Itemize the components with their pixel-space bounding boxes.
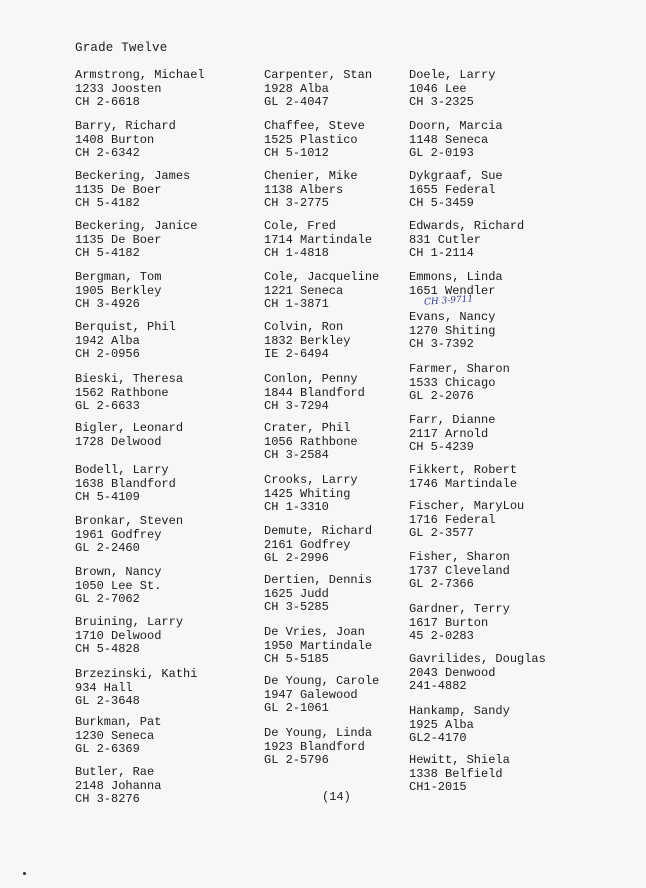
entry-address: 1925 Alba (409, 717, 474, 732)
entry-name: Dykgraaf, Sue (409, 169, 503, 183)
entry-name: Bronkar, Steven (75, 514, 184, 528)
entry-address: 2148 Johanna (75, 778, 162, 793)
directory-entry (264, 474, 358, 515)
entry-phone: CH 3-2775 (264, 196, 329, 211)
entry-address: 1947 Galewood (264, 687, 358, 702)
entry-phone: CH 1-3310 (264, 500, 329, 515)
entry-phone: GL 2-6369 (75, 742, 140, 757)
entry-address: 1728 Delwood (75, 434, 162, 449)
entry-name: Berquist, Phil (75, 320, 176, 334)
entry-name: Colvin, Ron (264, 320, 344, 334)
entry-name: Fisher, Sharon (409, 550, 510, 564)
entry-name: De Young, Carole (264, 674, 380, 688)
directory-entry (409, 271, 503, 298)
entry-address: 1525 Plastico (264, 132, 358, 147)
entry-address: 2117 Arnold (409, 426, 489, 441)
directory-entry (264, 373, 365, 414)
entry-address: 1710 Delwood (75, 628, 162, 643)
entry-phone: CH 3-7392 (409, 337, 474, 352)
entry-name: Edwards, Richard (409, 219, 525, 233)
entry-phone: GL 2-2076 (409, 389, 474, 404)
directory-entry (75, 422, 183, 449)
entry-name: Bodell, Larry (75, 463, 169, 477)
entry-phone: CH 5-4109 (75, 490, 140, 505)
entry-address: 1905 Berkley (75, 283, 162, 298)
entry-phone: CH 5-4239 (409, 440, 474, 455)
entry-address: 1928 Alba (264, 81, 329, 96)
entry-name: De Vries, Joan (264, 625, 365, 639)
entry-phone: CH 5-1012 (264, 146, 329, 161)
entry-name: Gavrilides, Douglas (409, 652, 546, 666)
entry-name: Cole, Fred (264, 219, 337, 233)
entry-phone: CH 3-2325 (409, 95, 474, 110)
directory-entry (264, 675, 379, 716)
entry-address: 1233 Joosten (75, 81, 162, 96)
entry-name: Fikkert, Robert (409, 463, 518, 477)
directory-entry (75, 69, 205, 110)
entry-address: 1746 Martindale (409, 476, 518, 491)
entry-name: Bigler, Leonard (75, 421, 184, 435)
entry-phone: GL 2-2996 (264, 551, 329, 566)
entry-name: Beckering, James (75, 169, 191, 183)
entry-phone: 241-4882 (409, 679, 467, 694)
directory-entry (409, 653, 546, 694)
entry-phone: CH 3-8276 (75, 792, 140, 807)
entry-address: 1270 Shiting (409, 323, 496, 338)
entry-phone: CH 2-6342 (75, 146, 140, 161)
entry-address: 1625 Judd (264, 586, 329, 601)
entry-name: Brzezinski, Kathi (75, 667, 198, 681)
entry-address: 831 Cutler (409, 232, 482, 247)
directory-entry (75, 321, 176, 362)
entry-phone: CH 1-3871 (264, 297, 329, 312)
entry-name: Evans, Nancy (409, 310, 496, 324)
entry-phone: GL 2-2460 (75, 541, 140, 556)
directory-entry (409, 603, 510, 644)
entry-phone: CH 1-2114 (409, 246, 474, 261)
paper-speck (23, 872, 26, 875)
entry-name: Crater, Phil (264, 421, 351, 435)
entry-phone: CH 2-0956 (75, 347, 140, 362)
directory-entry (409, 363, 510, 404)
entry-address: 1221 Seneca (264, 283, 344, 298)
entry-address: 1425 Whiting (264, 486, 351, 501)
entry-address: 1714 Martindale (264, 232, 373, 247)
directory-entry (75, 515, 183, 556)
directory-entry (264, 321, 350, 362)
directory-entry (264, 69, 372, 110)
entry-name: Farr, Dianne (409, 413, 496, 427)
entry-name: Hankamp, Sandy (409, 704, 510, 718)
directory-entry (409, 170, 503, 211)
entry-address: 1716 Federal (409, 512, 496, 527)
directory-entry (75, 766, 161, 807)
entry-address: 1942 Alba (75, 333, 140, 348)
entry-name: Hewitt, Shiela (409, 753, 510, 767)
entry-address: 1961 Godfrey (75, 527, 162, 542)
entry-address: 1950 Martindale (264, 638, 373, 653)
entry-address: 1737 Cleveland (409, 563, 510, 578)
directory-entry (75, 220, 197, 261)
entry-name: Bergman, Tom (75, 270, 162, 284)
entry-name: Emmons, Linda (409, 270, 503, 284)
entry-name: Demute, Richard (264, 524, 373, 538)
entry-name: Dertien, Dennis (264, 573, 373, 587)
entry-phone: CH 5-4828 (75, 642, 140, 657)
entry-address: 1923 Blandford (264, 739, 365, 754)
entry-phone: CH 5-5185 (264, 652, 329, 667)
entry-address: 1617 Burton (409, 615, 489, 630)
entry-name: Burkman, Pat (75, 715, 162, 729)
directory-entry (264, 120, 365, 161)
entry-address: 1135 De Boer (75, 182, 162, 197)
entry-address: 1638 Blandford (75, 476, 176, 491)
directory-entry (409, 120, 503, 161)
entry-phone: GL 2-1061 (264, 701, 329, 716)
entry-name: Butler, Rae (75, 765, 155, 779)
directory-entry (75, 716, 161, 757)
entry-name: Farmer, Sharon (409, 362, 510, 376)
entry-name: Conlon, Penny (264, 372, 358, 386)
entry-address: 1408 Burton (75, 132, 155, 147)
entry-phone: GL 2-0193 (409, 146, 474, 161)
entry-phone: CH 1-4818 (264, 246, 329, 261)
entry-name: Carpenter, Stan (264, 68, 373, 82)
directory-entry (409, 754, 510, 795)
directory-entry (75, 464, 176, 505)
entry-phone: CH 3-5285 (264, 600, 329, 615)
directory-entry (75, 271, 161, 312)
entry-address: 1056 Rathbone (264, 434, 358, 449)
entry-phone: CH 2-6618 (75, 95, 140, 110)
directory-entry (409, 705, 510, 746)
entry-address: 2161 Godfrey (264, 537, 351, 552)
handwritten-note: CH 3-9711 (423, 294, 474, 308)
directory-entry (75, 120, 176, 161)
entry-address: 1651 Wendler (409, 283, 496, 298)
entry-phone: CH 3-2584 (264, 448, 329, 463)
directory-entry (75, 566, 161, 607)
entry-name: Bruining, Larry (75, 615, 184, 629)
entry-address: 1844 Blandford (264, 385, 365, 400)
entry-phone: GL 2-3577 (409, 526, 474, 541)
entry-address: 1533 Chicago (409, 375, 496, 390)
entry-name: Barry, Richard (75, 119, 176, 133)
entry-name: Chenier, Mike (264, 169, 358, 183)
directory-entry (75, 668, 197, 709)
entry-name: Brown, Nancy (75, 565, 162, 579)
entry-address: 1148 Seneca (409, 132, 489, 147)
entry-phone: CH 5-4182 (75, 246, 140, 261)
entry-phone: GL2-4170 (409, 731, 467, 746)
directory-entry (409, 69, 495, 110)
directory-entry (264, 422, 358, 463)
entry-name: Armstrong, Michael (75, 68, 205, 82)
entry-address: 1832 Berkley (264, 333, 351, 348)
directory-entry (75, 616, 183, 657)
entry-address: 1138 Albers (264, 182, 344, 197)
directory-entry (75, 373, 183, 414)
directory-entry (264, 271, 379, 312)
entry-phone: CH 3-4926 (75, 297, 140, 312)
directory-entry (264, 220, 372, 261)
directory-entry (264, 170, 358, 211)
entry-address: 1655 Federal (409, 182, 496, 197)
entry-phone: GL 2-4047 (264, 95, 329, 110)
entry-address: 1562 Rathbone (75, 385, 169, 400)
directory-entry (409, 311, 495, 352)
entry-phone: CH 5-4182 (75, 196, 140, 211)
entry-phone: GL 2-5796 (264, 753, 329, 768)
entry-phone: GL 2-7062 (75, 592, 140, 607)
entry-name: Beckering, Janice (75, 219, 198, 233)
entry-name: De Young, Linda (264, 726, 373, 740)
entry-phone: CH 5-3459 (409, 196, 474, 211)
entry-name: Chaffee, Steve (264, 119, 365, 133)
directory-entry (264, 525, 372, 566)
directory-entry (264, 626, 372, 667)
entry-address: 1135 De Boer (75, 232, 162, 247)
entry-phone: GL 2-7366 (409, 577, 474, 592)
entry-address: 1050 Lee St. (75, 578, 162, 593)
entry-address: 934 Hall (75, 680, 133, 695)
directory-entry (264, 727, 372, 768)
directory-entry (75, 170, 190, 211)
entry-phone: CH 3-7294 (264, 399, 329, 414)
directory-entry (409, 464, 517, 491)
entry-phone: CH1-2015 (409, 780, 467, 795)
entry-name: Doele, Larry (409, 68, 496, 82)
entry-name: Cole, Jacqueline (264, 270, 380, 284)
entry-address: 1046 Lee (409, 81, 467, 96)
entry-name: Gardner, Terry (409, 602, 510, 616)
directory-entry (264, 574, 372, 615)
entry-phone: 45 2-0283 (409, 629, 474, 644)
directory-entry (409, 551, 510, 592)
page-heading: Grade Twelve (75, 41, 168, 55)
entry-phone: GL 2-3648 (75, 694, 140, 709)
directory-entry (409, 220, 524, 261)
entry-name: Doorn, Marcia (409, 119, 503, 133)
entry-name: Fischer, MaryLou (409, 499, 525, 513)
directory-entry (409, 414, 495, 455)
page-number: (14) (322, 790, 351, 804)
entry-name: Crooks, Larry (264, 473, 358, 487)
entry-address: 2043 Denwood (409, 665, 496, 680)
entry-phone: IE 2-6494 (264, 347, 329, 362)
directory-entry (409, 500, 524, 541)
entry-address: 1230 Seneca (75, 728, 155, 743)
entry-address: 1338 Belfield (409, 766, 503, 781)
entry-phone: GL 2-6633 (75, 399, 140, 414)
entry-name: Bieski, Theresa (75, 372, 184, 386)
